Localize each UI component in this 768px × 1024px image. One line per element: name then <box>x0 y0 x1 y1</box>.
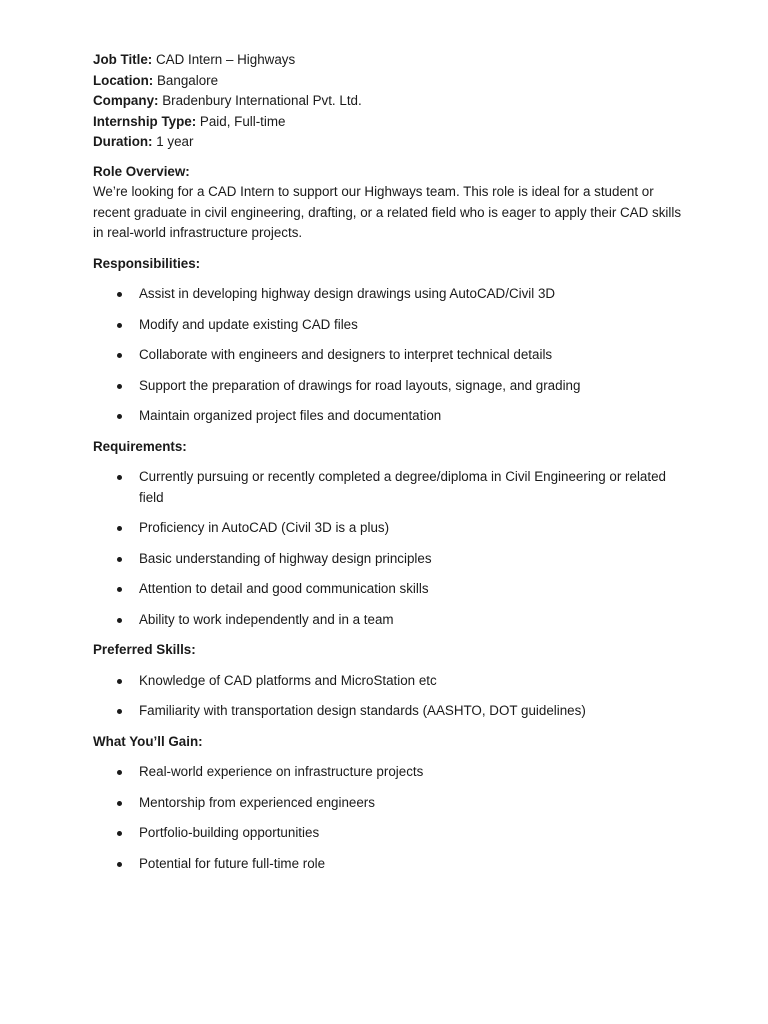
bullet-icon <box>117 526 122 531</box>
bullet-icon <box>117 801 122 806</box>
list-item <box>93 701 683 722</box>
meta-label: Duration: <box>93 134 153 149</box>
list-item <box>93 610 683 631</box>
bullet-icon <box>117 679 122 684</box>
bullet-icon <box>117 414 122 419</box>
meta-internship-type <box>93 112 683 133</box>
requirements-list <box>93 467 683 630</box>
what-you-gain-heading: What You’ll Gain: <box>93 733 203 749</box>
list-item-text: Collaborate with engineers and designers to interpret technical details <box>139 347 553 362</box>
list-item <box>93 284 683 305</box>
bullet-icon <box>117 292 122 297</box>
list-item <box>93 345 683 366</box>
meta-company <box>93 91 683 112</box>
list-item <box>93 549 683 570</box>
list-item-text: Familiarity with transportation design standards (AASHTO, DOT guidelines) <box>139 703 586 718</box>
list-item-text: Real-world experience on infrastructure projects <box>139 764 424 779</box>
list-item <box>93 762 683 783</box>
list-item <box>93 467 683 508</box>
meta-value: Paid, Full-time <box>199 113 286 129</box>
requirements-heading: Requirements: <box>93 438 187 454</box>
meta-value: 1 year <box>156 134 194 149</box>
preferred-skills-heading: Preferred Skills: <box>93 642 196 657</box>
bullet-icon <box>117 831 122 836</box>
list-item <box>93 579 683 600</box>
meta-location <box>93 71 683 92</box>
bullet-icon <box>117 323 122 328</box>
bullet-icon <box>117 770 122 775</box>
list-item-text: Basic understanding of highway design principles <box>139 550 432 566</box>
preferred-skills-list <box>93 671 683 722</box>
list-item-text: Potential for future full-time role <box>139 855 326 871</box>
meta-value: CAD Intern – Highways <box>156 52 296 67</box>
meta-value: Bradenbury International Pvt. Ltd. <box>162 93 362 108</box>
list-item <box>93 315 683 336</box>
meta-label: Location: <box>93 72 154 88</box>
bullet-icon <box>117 618 122 623</box>
list-item <box>93 793 683 814</box>
bullet-icon <box>117 587 122 592</box>
responsibilities-heading: Responsibilities: <box>93 255 201 271</box>
meta-label: Internship Type: <box>93 113 197 129</box>
job-posting-document <box>93 50 683 874</box>
job-meta <box>93 50 683 153</box>
meta-value: Bangalore <box>157 72 219 88</box>
role-overview-heading: Role Overview: <box>93 163 190 179</box>
bullet-icon <box>117 384 122 389</box>
list-item-text: Knowledge of CAD platforms and MicroStation etc <box>139 672 437 688</box>
list-item-text: Assist in developing highway design drawings using AutoCAD/Civil 3D <box>139 286 556 301</box>
bullet-icon <box>117 862 122 867</box>
list-item-text: Attention to detail and good communication skills <box>139 581 429 596</box>
list-item-text: Proficiency in AutoCAD (Civil 3D is a plus) <box>139 520 390 535</box>
list-item <box>93 518 683 539</box>
bullet-icon <box>117 475 122 480</box>
meta-label: Company: <box>93 93 159 108</box>
list-item-text: Currently pursuing or recently completed a degree/diploma in Civil Engineering or related field <box>139 469 666 505</box>
bullet-icon <box>117 557 122 562</box>
list-item-text: Modify and update existing CAD files <box>139 316 358 332</box>
bullet-icon <box>117 709 122 714</box>
list-item-text: Ability to work independently and in a team <box>139 611 394 627</box>
list-item-text: Maintain organized project files and documentation <box>139 408 442 423</box>
list-item <box>93 376 683 397</box>
meta-job-title <box>93 50 683 71</box>
list-item-text: Support the preparation of drawings for road layouts, signage, and grading <box>139 377 581 393</box>
list-item-text: Portfolio-building opportunities <box>139 825 320 840</box>
what-you-gain-list <box>93 762 683 874</box>
meta-label: Job Title: <box>93 52 153 67</box>
meta-duration <box>93 132 683 153</box>
list-item <box>93 823 683 844</box>
list-item <box>93 854 683 875</box>
role-overview-text: We’re looking for a CAD Intern to support our Highways team. This role is ideal for a student or recent graduate in civil engineering, drafting, or a related field who is eager to apply their CAD skills in real-world infrastructure projects. <box>93 184 682 240</box>
list-item <box>93 671 683 692</box>
responsibilities-list <box>93 284 683 427</box>
list-item <box>93 406 683 427</box>
list-item-text: Mentorship from experienced engineers <box>139 794 375 810</box>
bullet-icon <box>117 353 122 358</box>
